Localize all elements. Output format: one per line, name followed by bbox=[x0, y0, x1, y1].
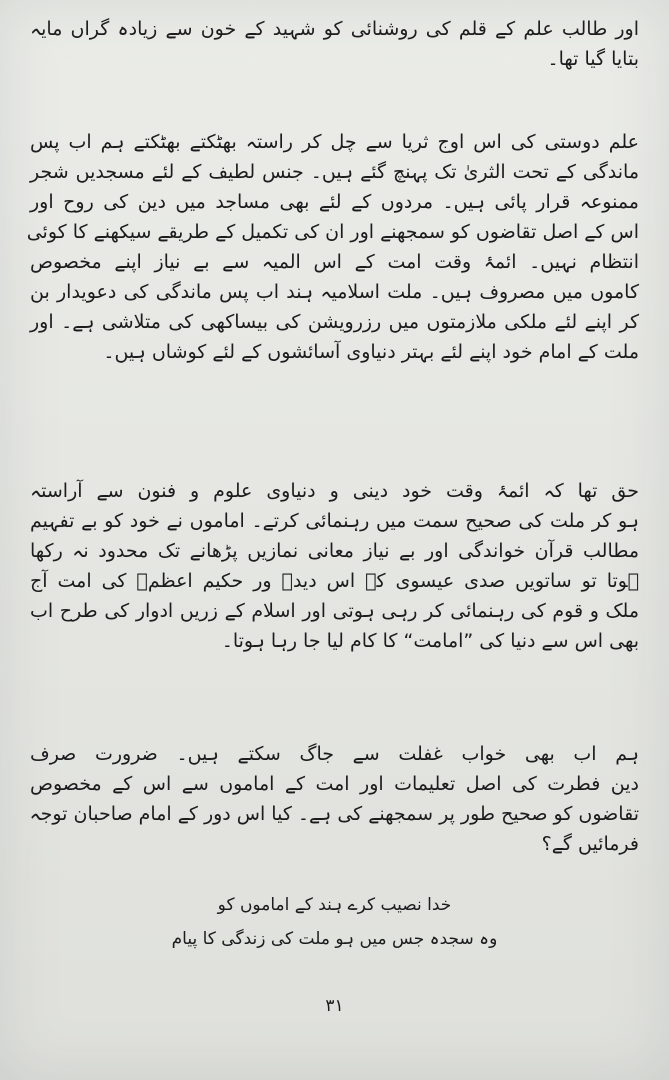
text-line: ملک و قوم کی رہنمائی کر رہی ہوتی اور اسلام کے زریں ادوار کی طرح اب bbox=[30, 600, 639, 622]
text-line: دین فطرت کی اصل تعلیمات اور امت کے اماموں سے اس کے مخصوص bbox=[30, 773, 639, 795]
text-line: مطالب قرآن خواندگی اور بے نیاز معانی نمازیں پڑھانے تک محدود نہ رکھا bbox=[30, 540, 639, 562]
text-line: اور طالب علم کے قلم کی روشنائی کو شہید کے خون سے زیادہ گراں مایہ bbox=[30, 18, 639, 40]
text-line: انتظام نہیں۔ ائمۂ وقت امت کے اس المیہ سے بے نیاز اپنے مخصوص bbox=[30, 251, 639, 273]
paragraph-2 bbox=[26, 127, 639, 367]
text-line: اس کے اصل تقاضوں کو سمجھنے اور ان کی تکمیل کے طریقے سیکھنے کا کوئی bbox=[26, 221, 639, 243]
text-line: بتایا گیا تھا۔ bbox=[547, 48, 639, 70]
text-line: بھی اس سے دنیا کی ”امامت“ کا کام لیا جا رہا ہوتا۔ bbox=[221, 630, 639, 652]
text-line: کر اپنے لئے ملکی ملازمتوں میں رزرویشن کی بیساکھی کی متلاشی ہے۔ اور bbox=[30, 311, 639, 333]
verse-line: خدا نصیب کرے ہند کے اماموں کو bbox=[217, 895, 452, 915]
text-line: کاموں میں مصروف ہیں۔ ملت اسلامیہ ہند اب پس ماندگی کی دعویدار بن bbox=[30, 281, 639, 303]
text-line: ہو کر ملت کی صحیح سمت میں رہنمائی کرتے۔ اماموں نے خود کو بے تفہیم bbox=[30, 510, 639, 532]
text-line: ممنوعہ قرار پائی ہیں۔ مردوں کے لئے بھی مساجد میں دین کی روح اور bbox=[30, 191, 639, 213]
text-line: ماندگی کے تحت الثریٰ تک پہنچ گئے ہیں۔ جنس لطیف کے لئے مسجدیں شجر bbox=[30, 161, 639, 183]
text-line: ہم اب بھی خواب غفلت سے جاگ سکتے ہیں۔ ضرورت صرف bbox=[30, 743, 639, 765]
page-number: ۳۱ bbox=[325, 996, 344, 1016]
paragraph-4 bbox=[30, 739, 639, 859]
paragraph-1 bbox=[30, 14, 639, 74]
text-line: علم دوستی کی اس اوج ثریا سے چل کر راستہ بھٹکتے بھٹکتے ہم اب پس bbox=[30, 131, 639, 153]
paragraph-3 bbox=[30, 476, 639, 656]
text-line: فرمائیں گے؟ bbox=[541, 833, 639, 855]
verse-couplet bbox=[100, 888, 569, 956]
text-line: تقاضوں کو صحیح طور پر سمجھنے کی ہے۔ کیا اس دور کے امام صاحبان توجہ bbox=[29, 803, 639, 825]
verse-line: وہ سجدہ جس میں ہو ملت کی زندگی کا پیام bbox=[171, 929, 498, 949]
text-line: ہوتا تو ساتویں صدی عیسوی کے اس دیدہ ور حکیم اعظمؐ کی امت آج bbox=[30, 570, 639, 592]
text-line: ملت کے امام خود اپنے لئے بہتر دنیاوی آسائشوں کے لئے کوشاں ہیں۔ bbox=[103, 341, 639, 363]
text-line: حق تھا کہ ائمۂ وقت خود دینی و دنیاوی علوم و فنون سے آراستہ bbox=[30, 480, 639, 502]
